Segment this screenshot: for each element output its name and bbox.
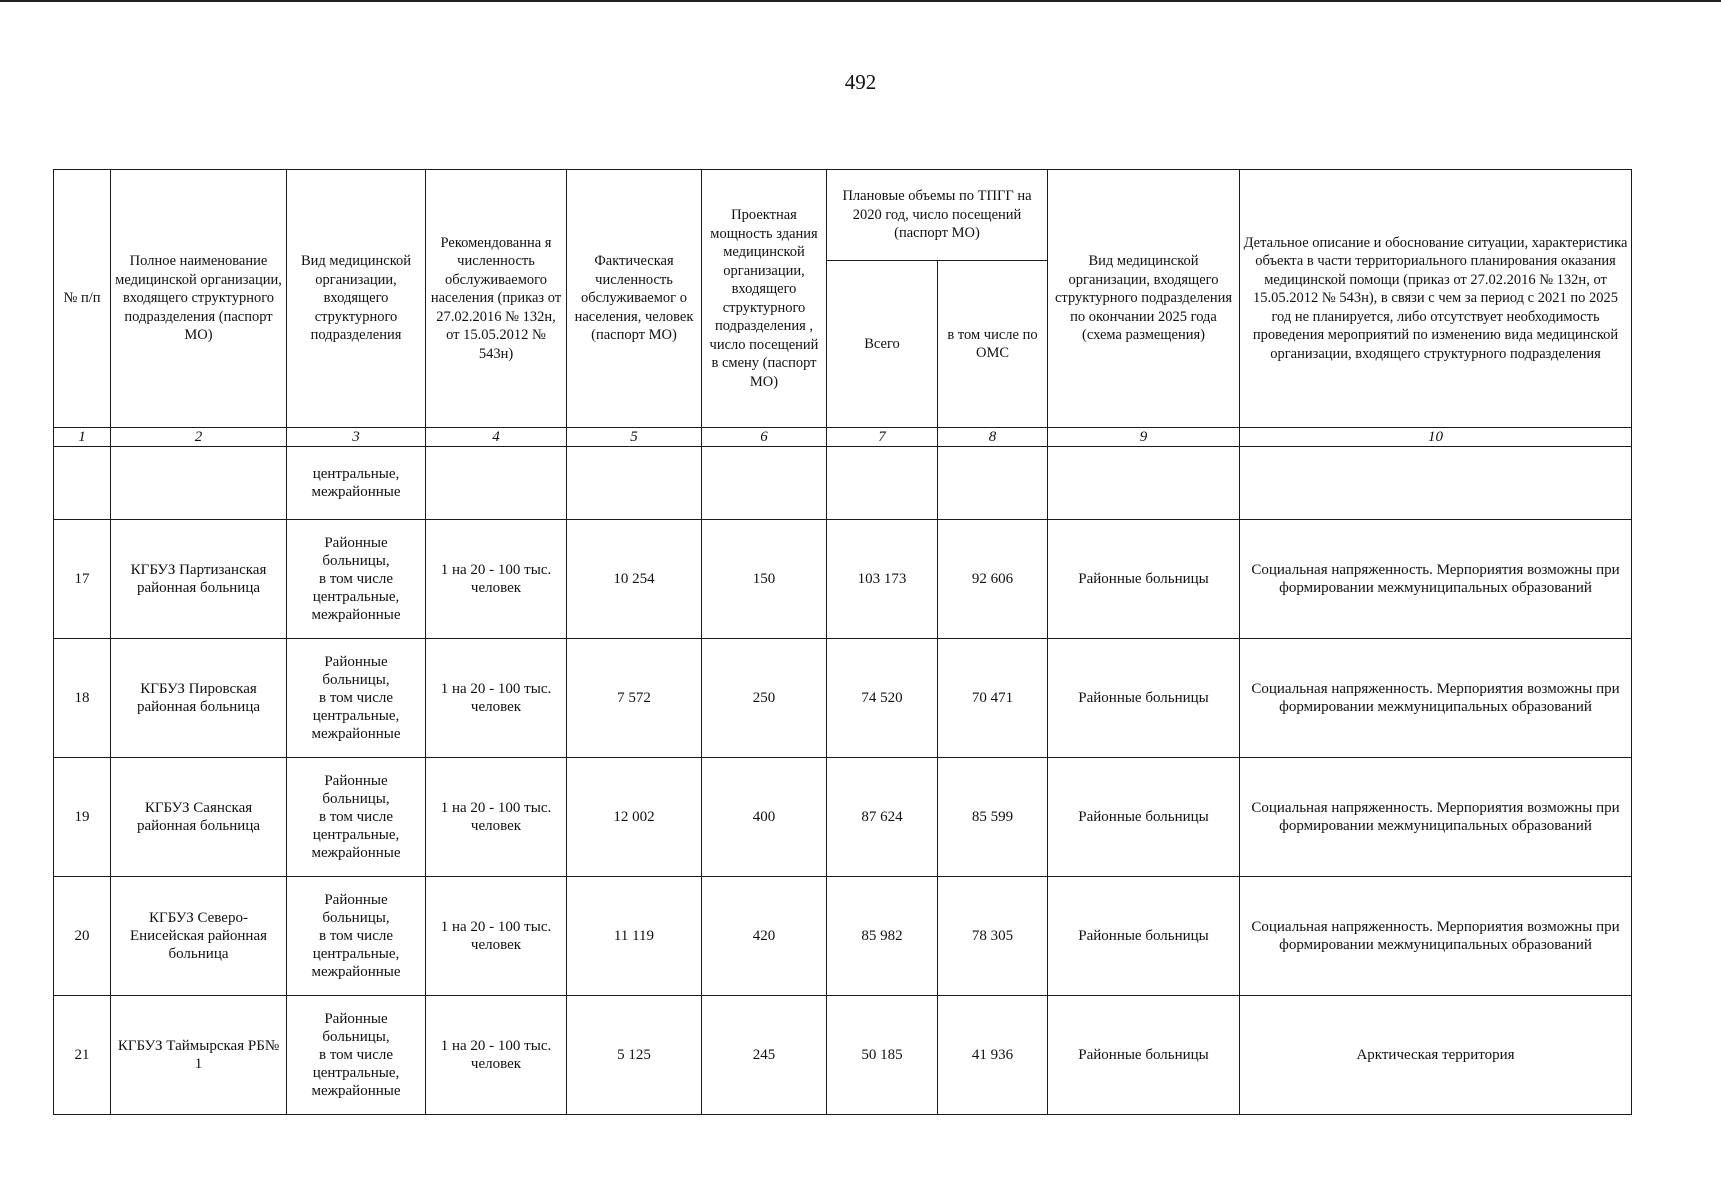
org-type-cell (287, 520, 426, 639)
page-number: 492 (844, 70, 877, 94)
header-col-recommended-population: Рекомендованна я численность обслуживаемого населения (приказ от 27.02.2016 № 132н, от 15.05.2012 № 543н) (426, 170, 567, 428)
continuation-org-type-cell (287, 447, 426, 520)
org-type-line: Районные (324, 773, 388, 789)
column-number: 10 (1240, 428, 1632, 447)
table-cell (54, 447, 111, 520)
org-type-line: в том числе (318, 928, 394, 944)
column-number: 7 (827, 428, 938, 447)
column-number: 9 (1048, 428, 1240, 447)
org-type-line: Районные (324, 1011, 388, 1027)
description-cell: Социальная напряженность. Мерпориятия возможны при формировании межмуниципальных образований (1240, 639, 1632, 758)
org-type-line: Районные (324, 892, 388, 908)
recommended-population-cell: 1 на 20 - 100 тыс. человек (426, 877, 567, 996)
column-number: 3 (287, 428, 426, 447)
org-type-2025-cell: Районные больницы (1048, 877, 1240, 996)
row-number-cell: 18 (54, 639, 111, 758)
total-visits-cell: 74 520 (827, 639, 938, 758)
org-type-2025-cell: Районные больницы (1048, 639, 1240, 758)
org-type-line: межрайонные (311, 964, 401, 980)
oms-visits-cell: 41 936 (938, 996, 1048, 1115)
oms-visits-cell: 70 471 (938, 639, 1048, 758)
table-cell (1048, 447, 1240, 520)
actual-population-cell: 10 254 (567, 520, 702, 639)
org-type-line: центральные, (312, 1065, 400, 1081)
org-type-cell (287, 639, 426, 758)
header-col-description: Детальное описание и обоснование ситуации, характеристика объекта в части территориального планирования оказания медицинской помощи (приказ от 27.02.2016 № 132н, от 15.05.2012 № 543н), в связи с чем за период с 2021 по 2025 год не планируется, либо отсутствует необходимость проведения мероприятий по изменению вида медицинской организации, входящего структурного подразделения (1240, 170, 1632, 428)
header-col-total: Всего (827, 261, 938, 428)
org-type-cell (287, 996, 426, 1115)
table-cell (702, 447, 827, 520)
org-type-2025-cell: Районные больницы (1048, 520, 1240, 639)
org-name-cell: КГБУЗ Пировская районная больница (111, 639, 287, 758)
org-type-line: больницы, (322, 791, 390, 807)
org-type-line: межрайонные (311, 484, 401, 500)
total-visits-cell: 85 982 (827, 877, 938, 996)
org-type-line: в том числе (318, 809, 394, 825)
actual-population-cell: 5 125 (567, 996, 702, 1115)
org-type-line: Районные (324, 535, 388, 551)
row-number-cell: 21 (54, 996, 111, 1115)
column-number: 4 (426, 428, 567, 447)
design-capacity-cell: 250 (702, 639, 827, 758)
table-cell (827, 447, 938, 520)
org-type-2025-cell: Районные больницы (1048, 996, 1240, 1115)
column-number: 1 (54, 428, 111, 447)
table-body (54, 428, 1632, 1115)
design-capacity-cell: 150 (702, 520, 827, 639)
recommended-population-cell: 1 на 20 - 100 тыс. человек (426, 758, 567, 877)
table-header (54, 170, 1632, 428)
row-number-cell: 19 (54, 758, 111, 877)
table-cell (426, 447, 567, 520)
oms-visits-cell: 85 599 (938, 758, 1048, 877)
table-row (54, 877, 1632, 996)
org-type-line: в том числе (318, 690, 394, 706)
column-number: 2 (111, 428, 287, 447)
recommended-population-cell: 1 на 20 - 100 тыс. человек (426, 520, 567, 639)
oms-visits-cell: 92 606 (938, 520, 1048, 639)
org-name-cell: КГБУЗ Партизанская районная больница (111, 520, 287, 639)
actual-population-cell: 12 002 (567, 758, 702, 877)
org-type-line: межрайонные (311, 845, 401, 861)
org-name-cell: КГБУЗ Северо-Енисейская районная больница (111, 877, 287, 996)
table-row (54, 639, 1632, 758)
column-number: 5 (567, 428, 702, 447)
actual-population-cell: 11 119 (567, 877, 702, 996)
table-row (54, 758, 1632, 877)
recommended-population-cell: 1 на 20 - 100 тыс. человек (426, 996, 567, 1115)
org-type-line: центральные, (312, 589, 400, 605)
table-row (54, 996, 1632, 1115)
description-cell: Арктическая территория (1240, 996, 1632, 1115)
actual-population-cell: 7 572 (567, 639, 702, 758)
table-cell (1240, 447, 1632, 520)
org-name-cell: КГБУЗ Таймырская РБ№ 1 (111, 996, 287, 1115)
org-type-line: больницы, (322, 553, 390, 569)
header-col-actual-population: Фактическая численность обслуживаемог о населения, человек (паспорт МО) (567, 170, 702, 428)
org-type-line: межрайонные (311, 607, 401, 623)
column-number: 8 (938, 428, 1048, 447)
header-col-org-type-2025: Вид медицинской организации, входящего структурного подразделения по окончании 2025 года (схема размещения) (1048, 170, 1240, 428)
org-type-2025-cell: Районные больницы (1048, 758, 1240, 877)
row-number-cell: 17 (54, 520, 111, 639)
description-cell: Социальная напряженность. Мерпориятия возможны при формировании межмуниципальных образований (1240, 520, 1632, 639)
column-number: 6 (702, 428, 827, 447)
design-capacity-cell: 400 (702, 758, 827, 877)
org-type-cell (287, 758, 426, 877)
description-cell: Социальная напряженность. Мерпориятия возможны при формировании межмуниципальных образований (1240, 877, 1632, 996)
org-type-line: больницы, (322, 910, 390, 926)
oms-visits-cell: 78 305 (938, 877, 1048, 996)
header-col-number: № п/п (54, 170, 111, 428)
top-border-line (0, 0, 1721, 2)
header-col-full-name: Полное наименование медицинской организации, входящего структурного подразделения (паспорт МО) (111, 170, 287, 428)
continuation-row (54, 447, 1632, 520)
org-type-line: центральные, (312, 946, 400, 962)
total-visits-cell: 50 185 (827, 996, 938, 1115)
org-type-line: центральные, (312, 466, 400, 482)
header-planned-volumes-group: Плановые объемы по ТПГГ на 2020 год, число посещений (паспорт МО) (827, 170, 1048, 261)
org-type-cell (287, 877, 426, 996)
total-visits-cell: 87 624 (827, 758, 938, 877)
medical-organizations-table (53, 169, 1632, 1115)
row-number-cell: 20 (54, 877, 111, 996)
header-col-org-type: Вид медицинской организации, входящего структурного подразделения (287, 170, 426, 428)
header-col-oms: в том числе по ОМС (938, 261, 1048, 428)
org-type-line: центральные, (312, 827, 400, 843)
org-name-cell: КГБУЗ Саянская районная больница (111, 758, 287, 877)
org-type-line: больницы, (322, 672, 390, 688)
org-type-line: Районные (324, 654, 388, 670)
total-visits-cell: 103 173 (827, 520, 938, 639)
org-type-line: межрайонные (311, 726, 401, 742)
table-row (54, 520, 1632, 639)
org-type-line: межрайонные (311, 1083, 401, 1099)
header-col-design-capacity: Проектная мощность здания медицинской организации, входящего структурного подразделения , число посещений в смену (паспорт МО) (702, 170, 827, 428)
org-type-line: центральные, (312, 708, 400, 724)
description-cell: Социальная напряженность. Мерпориятия возможны при формировании межмуниципальных образований (1240, 758, 1632, 877)
org-type-line: в том числе (318, 1047, 394, 1063)
recommended-population-cell: 1 на 20 - 100 тыс. человек (426, 639, 567, 758)
design-capacity-cell: 245 (702, 996, 827, 1115)
org-type-line: больницы, (322, 1029, 390, 1045)
table-cell (938, 447, 1048, 520)
table-cell (567, 447, 702, 520)
design-capacity-cell: 420 (702, 877, 827, 996)
table-cell (111, 447, 287, 520)
column-numbers-row (54, 428, 1632, 447)
org-type-line: в том числе (318, 571, 394, 587)
